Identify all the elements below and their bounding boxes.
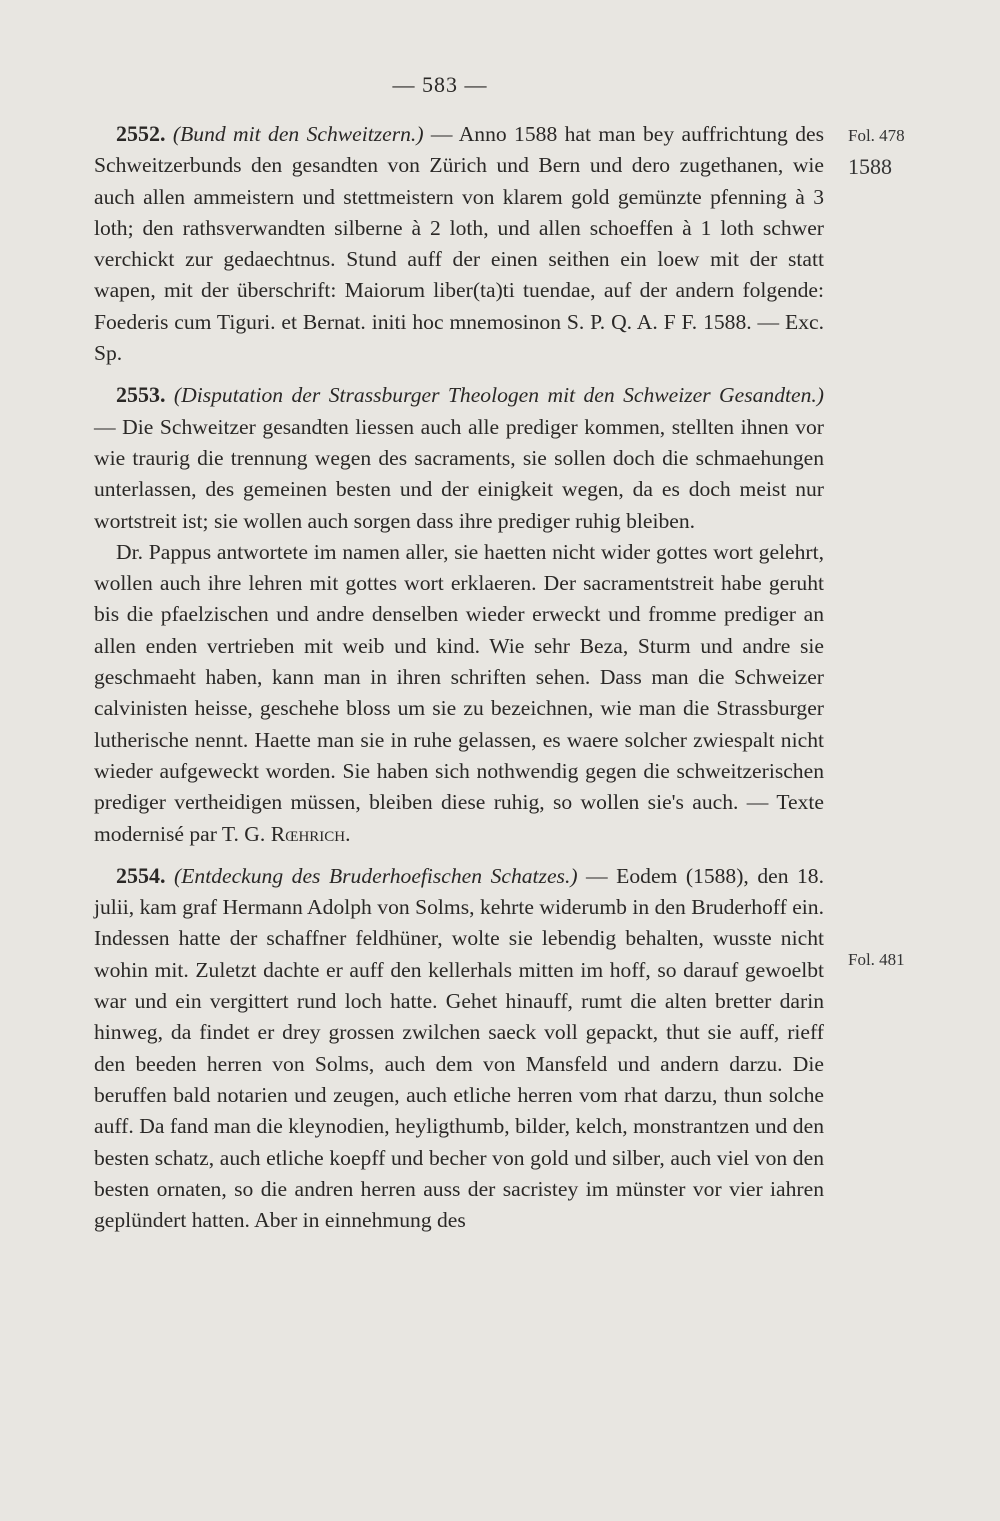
text-column (94, 118, 824, 1236)
entry-title: (Entdeckung des Bruderhoefischen Schatzes.) (174, 863, 578, 888)
entry-2554 (94, 860, 824, 1237)
entry-2553 (94, 379, 824, 536)
margin-note-2554 (848, 944, 905, 975)
margin-year: 1588 (848, 154, 892, 179)
entry-body: — Anno 1588 hat man bey auffrichtung des Schweitzerbunds den gesandten von Zürich und Bern und dero zugethanen, wie auch allen ammeistern und stettmeistern von klarem gold gemünzte pfenning à 3 loth; den rathsverwandten silberne à 2 loth, und allen schoeffen à 1 loth schwer verchickt zur gedaechtnus. Stund auff der einen seithen ein loew mit der statt wapen, mit der überschrift: Maiorum liber(ta)ti tuendae, auf der andern folgende: Foederis cum Tiguri. et Bernat. initi hoc mnemosinon S. P. Q. A. F F. 1588. — Exc. Sp. (94, 122, 825, 366)
margin-note-2552 (848, 120, 905, 182)
entry-number: 2554. (116, 862, 166, 888)
entry-number: 2553. (116, 382, 166, 408)
author-name: Rœhrich. (270, 821, 351, 846)
page-number: — 583 — (392, 72, 488, 97)
entry-2553-paragraph-2 (94, 537, 824, 850)
paragraph-text: Dr. Pappus antwortete im namen aller, sie haetten nicht wider gottes wort gelehrt, wollen auch ihre lehren mit gottes wort erklaeren. Der sacramentstreit habe geruht bis die pfaelzischen und andre denselben wieder erweckt und fromme prediger an allen enden vertrieben mit weib und kind. Wie sehr Beza, Sturm und andre sie geschmaeht haben, kann man in ihren schriften sehen. Dass man die Schweizer calvinisten heisse, geschehe bloss um sie zu bezeichnen, wie man die Strassburger lutherische nennt. Haette man sie in ruhe gelassen, es waere solcher zwiespalt nicht wieder aufgeweckt worden. Sie haben sich nothwendig gegen die schweitzerischen prediger vertheidigen müssen, bleiben diese ruhig, so wollen sie's auch. — Texte modernisé par T. G. (94, 539, 824, 846)
entry-2552 (94, 118, 824, 369)
entry-title: (Bund mit den Schweitzern.) (172, 122, 424, 146)
entry-body: — Die Schweitzer gesandten liessen auch alle prediger kommen, stellten ihnen vor wie traurig die trennung wegen des sacraments, sie sollen doch die schmaehungen unterlassen, des gemeinen besten und der einigkeit wegen, da es doch meist nur wortstreit ist; sie wollen auch sorgen dass ihre prediger ruhig bleiben. (94, 414, 824, 533)
entry-number: 2552. (116, 121, 166, 146)
margin-folio: Fol. 478 (848, 126, 905, 145)
entry-body: — Eodem (1588), den 18. julii, kam graf Hermann Adolph von Solms, kehrte widerumb in den Bruderhoff ein. Indessen hatte der schaffner feldhüner, wolte sie lebendig behalten, wusste nicht wohin mit. Zuletzt dachte er auff den kellerhals mitten im hoff, so darauf gewoelbt war und ein vergittert rund loch hatte. Gehet hinauff, rumt die alten bretter darin hinweg, da findet er drey grossen zwilchen saeck voll gepackt, thut sie auff, rieff den beeden herren von Solms, auch dem von Mansfeld und andern darzu. Die beruffen bald notarien und zeugen, auch etliche herren vom rhat darzu, thun solche auff. Da fand man die kleynodien, heyligthumb, bilder, kelch, monstrantzen und den besten schatz, auch etliche koepff und becher von gold und silber, auch viel von den besten ornaten, so die andren herren auss der sacristey im münster vor vier iahren geplündert hatten. Aber in einnehmung des (94, 863, 824, 1233)
entry-title: (Disputation der Strassburger Theologen mit den Schweizer Gesandten.) (173, 383, 824, 408)
margin-folio: Fol. 481 (848, 950, 905, 969)
